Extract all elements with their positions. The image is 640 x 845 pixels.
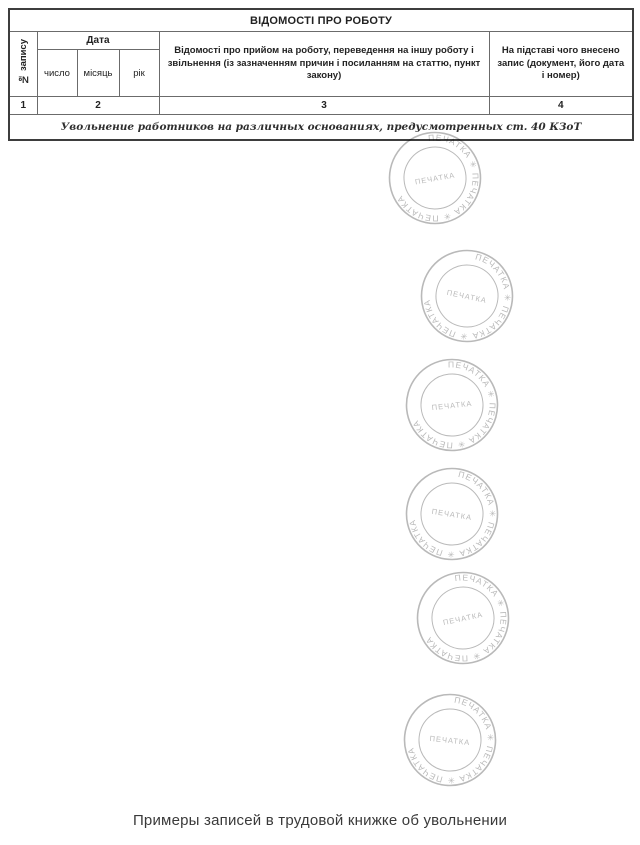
- col-header-month: місяць: [77, 50, 119, 97]
- col-header-info: Відомості про прийом на роботу, переведення на іншу роботу і звільнення (із зазначенням причин і посиланням на статтю, пункт закону): [159, 32, 489, 97]
- svg-text:ПЕЧАТКА ✳ ПЕЧАТКА ✳ ПЕЧАТКА: ПЕЧАТКА ✳ ПЕЧАТКА ✳ ПЕЧАТКА: [421, 251, 513, 342]
- col-header-day: число: [37, 50, 77, 97]
- stamp-icon: [406, 561, 520, 675]
- stamp-icon: [397, 459, 507, 569]
- col-num-2: 2: [37, 97, 159, 115]
- svg-text:ПЕЧАТКА ✳ ПЕЧАТКА ✳ ПЕЧАТКА: ПЕЧАТКА ✳ ПЕЧАТКА ✳ ПЕЧАТКА: [406, 469, 498, 560]
- caption: Примеры записей в трудовой книжке об увольнении: [132, 812, 508, 829]
- work-records-table-wrap: [8, 8, 632, 141]
- table-title-row: [9, 9, 633, 32]
- col-header-year: рік: [119, 50, 159, 97]
- svg-text:ПЕЧАТКА ✳ ПЕЧАТКА ✳ ПЕЧАТКА: ПЕЧАТКА ✳ ПЕЧАТКА ✳ ПЕЧАТКА: [423, 572, 509, 664]
- section-header-row: [9, 115, 633, 141]
- round-seal-stamp: [399, 352, 505, 458]
- col-header-date: Дата: [37, 32, 159, 50]
- work-records-table: [8, 8, 634, 141]
- round-seal-stamp: [410, 239, 524, 353]
- svg-text:ПЕЧАТКА ✳ ПЕЧАТКА ✳ ПЕЧАТКА: ПЕЧАТКА ✳ ПЕЧАТКА ✳ ПЕЧАТКА: [410, 359, 498, 451]
- round-seal-stamp: [406, 561, 520, 675]
- svg-text:ПЕЧАТКА: ПЕЧАТКА: [429, 733, 471, 748]
- svg-text:ПЕЧАТКА ✳ ПЕЧАТКА ✳ ПЕЧАТКА: ПЕЧАТКА ✳ ПЕЧАТКА ✳ ПЕЧАТКА: [405, 694, 496, 786]
- header-row-top: [9, 32, 633, 50]
- stamp-icon: [399, 352, 505, 458]
- col-header-record-no: [9, 32, 37, 97]
- svg-text:ПЕЧАТКА: ПЕЧАТКА: [431, 506, 473, 523]
- stamp-icon: [410, 239, 524, 353]
- record-no-vertical-label: № запису: [17, 38, 29, 85]
- col-header-basis: На підставі чого внесено запис (документ, його дата і номер): [489, 32, 633, 97]
- table-title: ВІДОМОСТІ ПРО РОБОТУ: [9, 9, 633, 32]
- round-seal-stamp: [397, 687, 503, 793]
- svg-text:ПЕЧАТКА: ПЕЧАТКА: [431, 398, 473, 413]
- section-header-text: Увольнение работников на различных основаниях, предусмотренных ст. 40 КЗоТ: [9, 115, 633, 141]
- col-num-4: 4: [489, 97, 633, 115]
- svg-text:ПЕЧАТКА: ПЕЧАТКА: [442, 609, 484, 628]
- stamp-icon: [397, 687, 503, 793]
- col-num-1: 1: [9, 97, 37, 115]
- round-seal-stamp: [397, 459, 507, 569]
- svg-text:ПЕЧАТКА: ПЕЧАТКА: [446, 287, 488, 306]
- col-num-3: 3: [159, 97, 489, 115]
- svg-text:ПЕЧАТКА ✳ ПЕЧАТКА ✳ ПЕЧАТКА: ПЕЧАТКА ✳ ПЕЧАТКА ✳ ПЕЧАТКА: [394, 132, 481, 224]
- svg-text:ПЕЧАТКА: ПЕЧАТКА: [414, 170, 456, 187]
- column-numbers-row: [9, 97, 633, 115]
- records-body: [9, 115, 633, 141]
